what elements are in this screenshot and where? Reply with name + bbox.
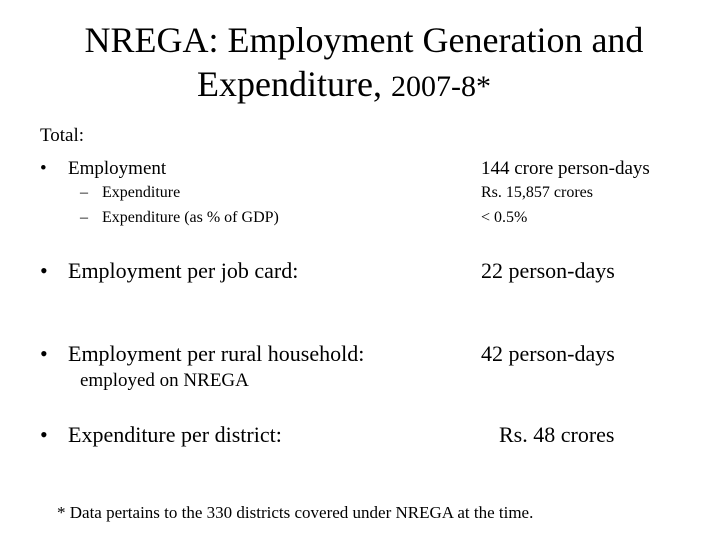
row-gdp-label: – Expenditure (as % of GDP) xyxy=(80,209,279,226)
bullet-icon: • xyxy=(40,158,47,179)
dash-icon: – xyxy=(80,209,88,226)
row-gdp-value: < 0.5% xyxy=(481,209,528,226)
bullet-icon: • xyxy=(40,258,48,283)
row-jobcard-label: • Employment per job card: xyxy=(40,258,299,283)
row-expenditure-value: Rs. 15,857 crores xyxy=(481,184,593,201)
row-district-value: Rs. 48 crores xyxy=(499,422,615,447)
row-household-value: 42 person-days xyxy=(481,341,615,366)
title-line-1: NREGA: Employment Generation and xyxy=(84,20,644,60)
title-line-2: Expenditure, 2007-8* xyxy=(197,64,491,104)
title-year: 2007-8* xyxy=(390,70,491,103)
dash-icon: – xyxy=(80,184,88,201)
total-label: Total: xyxy=(40,125,85,146)
row-household-label: • Employment per rural household: xyxy=(40,341,365,366)
row-jobcard-value: 22 person-days xyxy=(481,258,615,283)
bullet-icon: • xyxy=(40,341,48,366)
row-household-label-cont: employed on NREGA xyxy=(80,370,249,391)
row-district-label: • Expenditure per district: xyxy=(40,422,282,447)
footnote: * Data pertains to the 330 districts covered under NREGA at the time. xyxy=(57,503,534,522)
bullet-icon: • xyxy=(40,422,48,447)
row-employment-value: 144 crore person-days xyxy=(481,158,650,179)
row-employment-label: • Employment xyxy=(40,158,167,179)
row-expenditure-label: – Expenditure xyxy=(80,184,181,201)
slide-title xyxy=(0,18,728,109)
